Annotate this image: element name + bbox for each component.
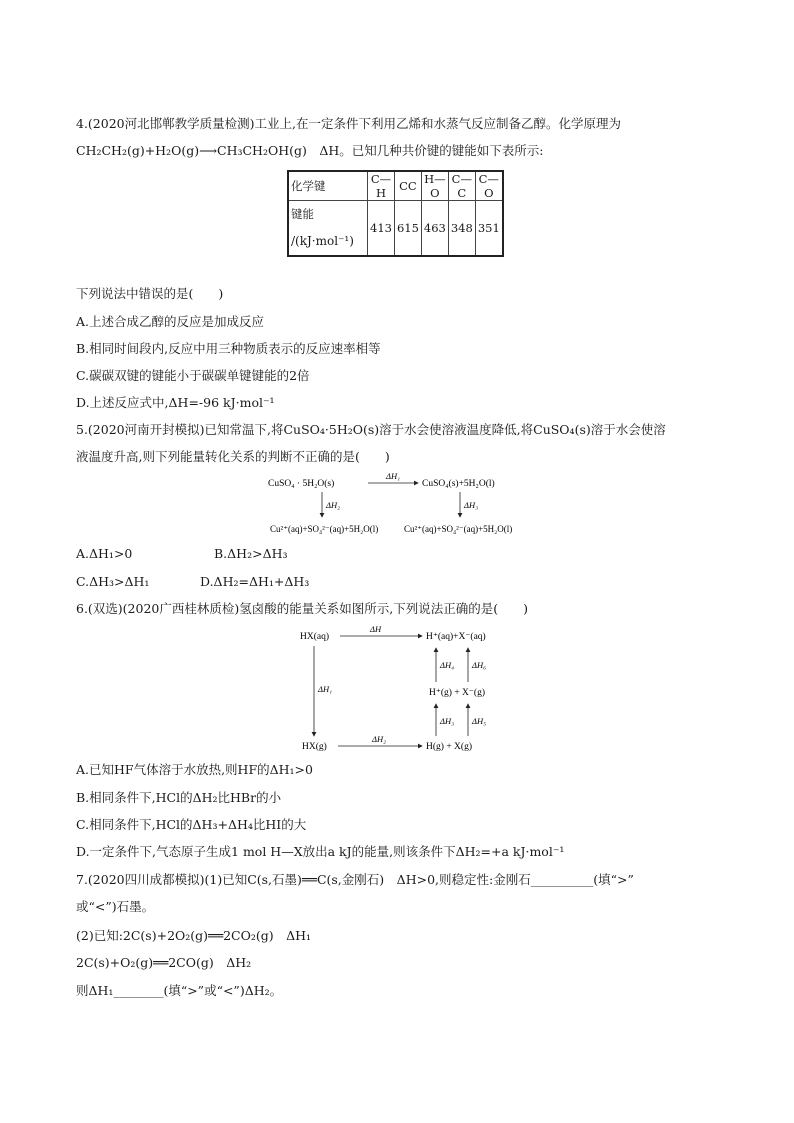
- row-label-unit: /(kJ·mol⁻¹): [291, 234, 354, 248]
- q5-top-right: CuSO₄(s)+5H₂O(l): [422, 479, 495, 489]
- q6-atoms-g: H(g) + X(g): [426, 742, 472, 752]
- q6-dh3-label: ΔH₃: [440, 716, 455, 726]
- q7-line2: 或“<”)石墨。: [76, 899, 155, 914]
- q6-hx-g: HX(g): [302, 742, 327, 752]
- q6-dh-label: ΔH: [370, 624, 382, 634]
- row-label-energy: 键能: [291, 207, 314, 221]
- q5-bottom-right: Cu²⁺(aq)+SO₄²⁻(aq)+5H₂O(l): [404, 524, 513, 534]
- q5-line1: 5.(2020河南开封模拟)已知常温下,将CuSO₄·5H₂O(s)溶于水会使溶液温度降低,将CuSO₄(s)溶于水会使溶: [76, 422, 666, 437]
- table-cell: 351: [475, 201, 502, 257]
- q7-line3: (2)已知:2C(s)+2O₂(g)══2CO₂(g) ΔH₁: [76, 928, 312, 943]
- q7-line5: 则ΔH₁________(填“>”或“<”)ΔH₂。: [76, 983, 283, 998]
- q6-ions-aq: H⁺(aq)+X⁻(aq): [426, 632, 486, 642]
- q5-dh2-label: ΔH₂: [326, 500, 341, 510]
- q5-dh1-label: ΔH₁: [386, 471, 401, 481]
- q6-option-b: B.相同条件下,HCl的ΔH₂比HBr的小: [76, 790, 282, 805]
- table-header-cell: C—O: [475, 171, 502, 201]
- table-header-cell: H—O: [421, 171, 448, 201]
- table-cell: 413: [368, 201, 395, 257]
- q4-line1: 4.(2020河北邯郸教学质量检测)工业上,在一定条件下利用乙烯和水蒸气反应制备乙醇。化学原理为: [76, 116, 621, 131]
- q5-bottom-left: Cu²⁺(aq)+SO₄²⁻(aq)+5H₂O(l): [270, 524, 379, 534]
- q6-hx-aq: HX(aq): [300, 632, 330, 642]
- table-row: [288, 201, 503, 257]
- q6-option-c: C.相同条件下,HCl的ΔH₃+ΔH₄比HI的大: [76, 817, 307, 832]
- q5-option-a: A.ΔH₁>0: [76, 546, 133, 561]
- q6-dh4-label: ΔH₄: [440, 660, 455, 670]
- table-cell: 463: [421, 201, 448, 257]
- q6-dh5-label: ΔH₅: [472, 716, 487, 726]
- table-header-cell: 化学键: [288, 171, 368, 201]
- q6-dh2-label: ΔH₂: [372, 734, 387, 744]
- table-cell: 615: [394, 201, 421, 257]
- q6-option-a: A.已知HF气体溶于水放热,则HF的ΔH₁>0: [76, 762, 313, 777]
- q4-option-c: C.碳碳双键的键能小于碳碳单键键能的2倍: [76, 368, 310, 383]
- q4-option-a: A.上述合成乙醇的反应是加成反应: [76, 314, 265, 329]
- q4-option-b: B.相同时间段内,反应中用三种物质表示的反应速率相等: [76, 341, 381, 356]
- q5-option-d: D.ΔH₂=ΔH₁+ΔH₃: [200, 574, 310, 589]
- q6-energy-diagram: [296, 624, 506, 754]
- q4-option-d: D.上述反应式中,ΔH=-96 kJ·mol⁻¹: [76, 395, 275, 410]
- table-header-cell: CC: [394, 171, 421, 201]
- table-cell: 348: [448, 201, 475, 257]
- q5-option-c: C.ΔH₃>ΔH₁: [76, 574, 150, 589]
- q6-option-d: D.一定条件下,气态原子生成1 mol H—X放出a kJ的能量,则该条件下ΔH₂=+a kJ·mol⁻¹: [76, 844, 565, 859]
- table-row-label: [288, 201, 368, 257]
- q7-line1: 7.(2020四川成都模拟)(1)已知C(s,石墨)══C(s,金刚石) ΔH>0,则稳定性:金刚石__________(填“>”: [76, 872, 634, 887]
- q7-line4: 2C(s)+O₂(g)══2CO(g) ΔH₂: [76, 955, 252, 970]
- q5-option-b: B.ΔH₂>ΔH₃: [214, 546, 288, 561]
- table-header-cell: C—H: [368, 171, 395, 201]
- q4-line2: CH₂CH₂(g)+H₂O(g)⟶CH₃CH₂OH(g) ΔH。已知几种共价键的键能如下表所示:: [76, 143, 544, 158]
- q5-dh3-label: ΔH₃: [464, 500, 479, 510]
- bond-energy-table: [287, 170, 504, 257]
- q6-dh6-label: ΔH₆: [472, 660, 487, 670]
- q4-stem: 下列说法中错误的是( ): [76, 286, 224, 301]
- q6-ions-g: H⁺(g) + X⁻(g): [429, 688, 486, 698]
- q5-energy-diagram: [266, 470, 536, 540]
- table-header-row: [288, 171, 503, 201]
- table-header-cell: C—C: [448, 171, 475, 201]
- q6-line1: 6.(双选)(2020广西桂林质检)氢卤酸的能量关系如图所示,下列说法正确的是( ): [76, 601, 528, 616]
- q5-line2: 液温度升高,则下列能量转化关系的判断不正确的是( ): [76, 449, 390, 464]
- q5-top-left: CuSO₄ · 5H₂O(s): [268, 479, 335, 489]
- q6-dh1-label: ΔH₁: [318, 684, 333, 694]
